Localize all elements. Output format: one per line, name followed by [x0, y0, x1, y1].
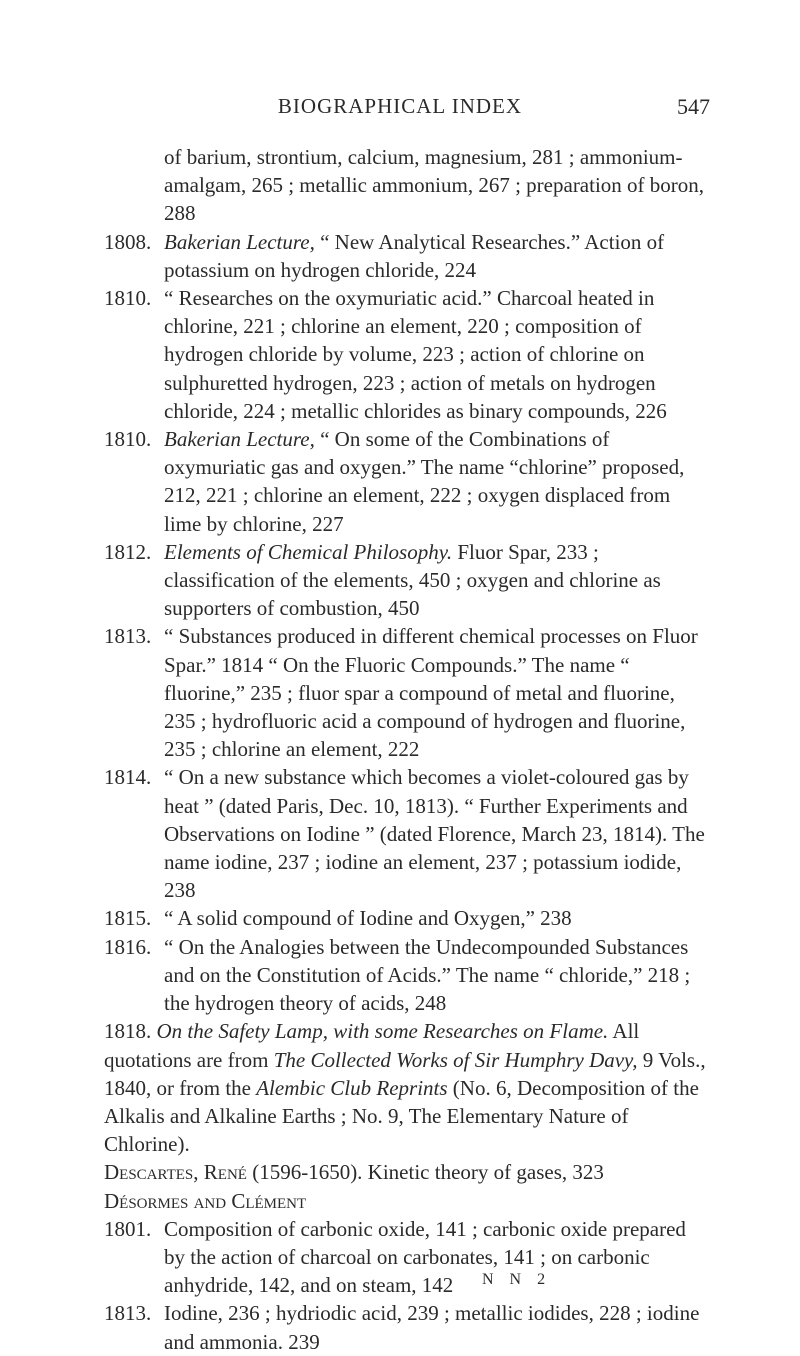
index-entry	[104, 1299, 709, 1355]
note-text: 9 Vols., 1840, or from the	[104, 1047, 706, 1100]
index-entry	[104, 1215, 709, 1300]
headword: Descartes, René	[104, 1160, 247, 1185]
entry-year: 1808.	[104, 229, 152, 254]
entry-text: “ Researches on the oxymuriatic acid.” Charcoal heated in chlorine, 221 ; chlorine an element, 220 ; composition of hydrogen chloride by volume, 223 ; action of chlorine on sulphuretted hydrogen, 223 ; action of metals on hydrogen chloride, 224 ; metallic chlorides as binary compounds, 226	[164, 286, 667, 423]
index-entry	[104, 538, 709, 623]
headword: Désormes and Clément	[104, 1188, 307, 1213]
entry-year: 1813.	[104, 624, 152, 649]
entry-text: “ On a new substance which becomes a violet-coloured gas by heat ” (dated Paris, Dec. 10, 1813). “ Further Experiments and Observations on Iodine ” (dated Florence, March 23, 1814). The name iodine, 237 ; iodine an element, 237 ; potassium iodide, 238	[164, 765, 705, 903]
entry-title: Bakerian Lecture,	[164, 427, 315, 452]
entry-year: 1810.	[104, 286, 152, 311]
index-entry	[104, 228, 709, 284]
entry-year: 1810.	[104, 427, 152, 452]
index-entry	[104, 425, 709, 538]
entry-year: 1812.	[104, 539, 152, 564]
entry-text: Fluor Spar, 233 ; classification of the elements, 450 ; oxygen and chlorine as supporters of combustion, 450	[164, 539, 661, 621]
entry-text: “ New Analytical Researches.” Action of potassium on hydrogen chloride, 224	[164, 229, 665, 282]
index-headword-entry	[104, 1158, 709, 1186]
entry-text: “ On some of the Combinations of oxymuriatic gas and oxygen.” The name “chlorine” proposed, 212, 221 ; chlorine an element, 222 ; oxygen displaced from lime by chlorine, 227	[164, 427, 685, 536]
note-text: All quotations are from	[104, 1019, 640, 1072]
entry-year: 1813.	[104, 1301, 152, 1326]
entry-year: 1816.	[104, 934, 152, 959]
closing-paragraph	[104, 1017, 709, 1158]
entry-text: of barium, strontium, calcium, magnesium, 281 ; ammonium-amalgam, 265 ; metallic ammonium, 267 ; preparation of boron, 288	[164, 145, 705, 226]
entry-text: “ Substances produced in different chemical processes on Fluor Spar.” 1814 “ On the Fluoric Compounds.” The name “ fluorine,” 235 ; fluor spar a compound of metal and fluorine, 235 ; hydrofluoric acid a compound of hydrogen and fluorine, 235 ; chlorine an element, 222	[164, 624, 698, 762]
entry-year: 1818.	[104, 1019, 152, 1044]
index-entry	[104, 622, 709, 763]
entry-text: Composition of carbonic oxide, 141 ; carbonic oxide prepared by the action of charcoal on carbonates, 141 ; on carbonic anhydride, 142, and on steam, 142	[164, 1216, 686, 1298]
index-headword-entry	[104, 1187, 709, 1215]
index-entry	[104, 284, 709, 425]
index-entry	[104, 143, 709, 228]
index-entry	[104, 763, 709, 904]
index-body	[104, 143, 709, 1356]
note-work-title: Alembic Club Reprints	[256, 1075, 448, 1100]
index-entry	[104, 904, 709, 932]
entry-year: 1815.	[104, 906, 152, 931]
entry-year: 1801.	[104, 1216, 152, 1241]
page-number: 547	[677, 94, 710, 119]
entry-year: 1814.	[104, 765, 152, 790]
entry-title: On the Safety Lamp, with some Researches on Flame.	[156, 1019, 609, 1044]
entry-text: “ A solid compound of Iodine and Oxygen,” 238	[164, 906, 572, 931]
note-text: (No. 6, Decomposition of the Alkalis and Alkaline Earths ; No. 9, The Elementary Nature of Chlorine).	[104, 1075, 699, 1157]
entry-title: Bakerian Lecture,	[164, 229, 315, 254]
signature-mark: N N 2	[482, 1271, 552, 1288]
note-work-title: The Collected Works of Sir Humphry Davy,	[273, 1047, 638, 1072]
index-entry	[104, 933, 709, 1018]
entry-text: “ On the Analogies between the Undecompounded Substances and on the Constitution of Acids.” The name “ chloride,” 218 ; the hydrogen theory of acids, 248	[164, 934, 691, 1016]
entry-title: Elements of Chemical Philosophy.	[164, 539, 453, 564]
entry-text: (1596-1650). Kinetic theory of gases, 323	[246, 1160, 604, 1185]
entry-text: Iodine, 236 ; hydriodic acid, 239 ; metallic iodides, 228 ; iodine and ammonia. 239	[164, 1301, 700, 1354]
running-title: BIOGRAPHICAL INDEX	[277, 94, 523, 118]
